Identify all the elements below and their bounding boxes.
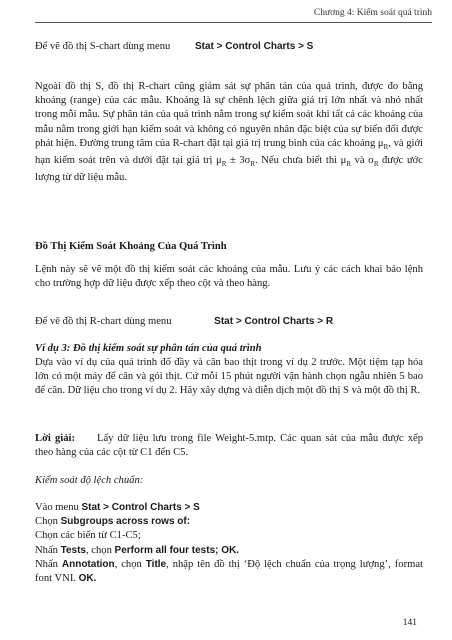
r-chart-menu-path: Stat > Control Charts > R [214, 316, 334, 327]
solution-text: Lấy dữ liệu lưu trong file Weight-5.mtp. Các quan sát của mẫu được xếp theo hàng của các cột từ C1 đến C5. [35, 433, 423, 459]
step-1: Vào menu Stat > Control Charts > S [35, 502, 200, 513]
s-chart-intro: Để vẽ đồ thị S-chart dùng menu [35, 41, 171, 52]
s-chart-menu-line [35, 40, 423, 54]
step-5: Nhấn Annotation, chọn Title, nhập tên đồ thị ‘Độ lệch chuẩn của trọng lượng’, format font VNI. OK. [35, 558, 423, 585]
range-chart-paragraph: Lệnh này sẽ vẽ một đồ thị kiểm soát các khoảng của mẫu. Lưu ý các cách khai báo lệnh cho trường hợp dữ liệu được xếp theo cột và theo hàng. [35, 264, 423, 290]
chapter-header: Chương 4: Kiểm soát quá trình [313, 8, 432, 18]
section-heading: Đồ Thị Kiểm Soát Khoảng Của Quá Trình [35, 241, 227, 252]
steps-list [35, 501, 423, 586]
r-chart-intro: Để vẽ đồ thị R-chart dùng menu [35, 316, 172, 327]
step-2: Chọn Subgroups across rows of: [35, 516, 191, 528]
std-dev-subheading: Kiểm soát độ lệch chuẩn: [35, 475, 144, 486]
solution-label: Lời giải [35, 433, 72, 444]
r-chart-paragraph: Ngoài đồ thị S, đồ thị R-chart cũng giám sát sự phân tán của quá trình, được đo bằng khoảng (range) của các mẫu. Khoảng là sự chênh lệch giữa giá trị lớn nhất và nhỏ nhất trong mỗi mẫu. Sự phân tán của quá trình nằm trong sự kiểm soát khi tất cả các khoảng của mẫu nằm trong giới hạn kiểm soát và không có nguyên nhân đặc biệt của sự biến đổi được phát hiện. Đường trung tâm của R-chart đặt tại giá trị trung bình của các khoảng $\mu_R$, và giới hạn kiểm soát trên và dưới đặt tại giá trị $\mu_R \pm 3\sigma_R$. Nếu chưa biết thì $\mu_R$ và $\sigma_R$ được ước lượng từ dữ liệu mẫu. [35, 81, 423, 184]
step-3: Chọn các biến từ C1-C5; [35, 530, 141, 542]
r-chart-menu-line [35, 315, 423, 329]
example-body: Dựa vào ví dụ của quá trình đổ đầy và cân bao thịt trong ví dụ 2 trước. Một tiệm tạp hóa lớn có một máy để cân và gói thịt. Cứ mỗi 15 phút người vận hành chọn ngẫu nhiên 5 bao để cân. Dữ liệu cho trong ví dụ 2. Hãy xây dựng và diễn dịch một đồ thị S và một đồ thị R. [35, 357, 423, 397]
s-chart-menu-path: Stat > Control Charts > S [195, 41, 314, 52]
header-rule [35, 22, 432, 23]
step-4: Nhấn Tests, chọn Perform all four tests; OK. [35, 544, 240, 556]
example-title: Ví dụ 3: Đồ thị kiểm soát sự phân tán của quá trình [35, 343, 262, 354]
solution-paragraph: Lời giải: Lấy dữ liệu lưu trong file Weight-5.mtp. Các quan sát của mẫu được xếp theo hàng của các cột từ C1 đến C5. [35, 433, 423, 459]
page-number: 141 [402, 618, 417, 628]
